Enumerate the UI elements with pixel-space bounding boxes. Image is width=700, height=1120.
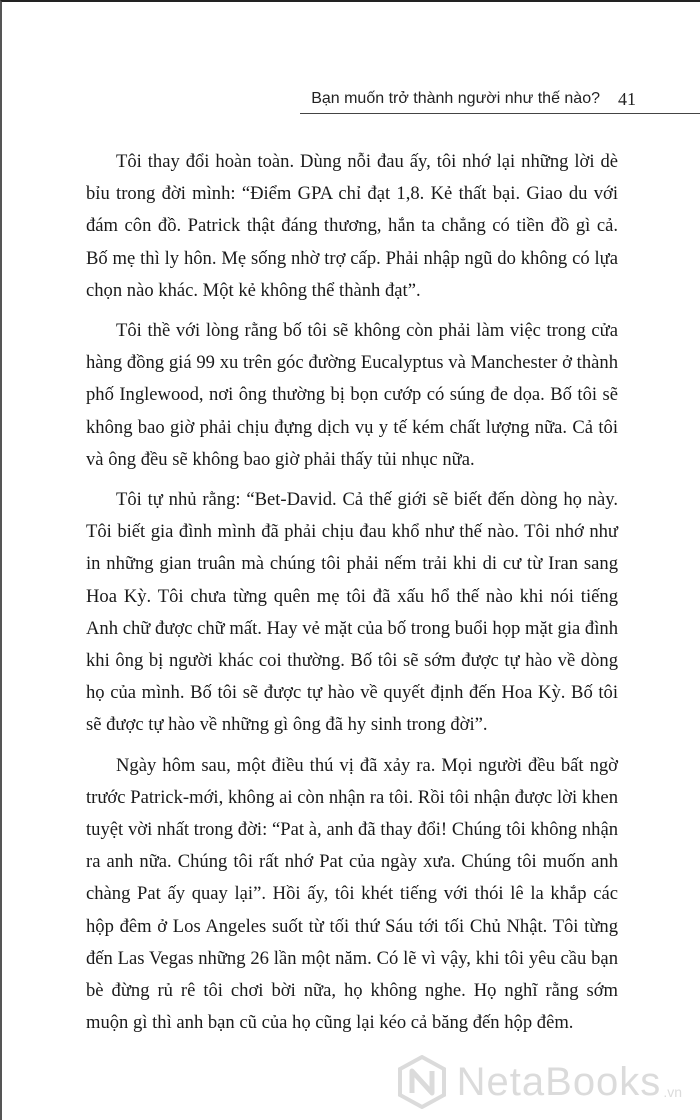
body-text: [86, 146, 618, 1047]
paragraph: Tôi thề với lòng rằng bố tôi sẽ không còn phải làm việc trong cửa hàng đồng giá 99 xu trên góc đường Eucalyptus và Manchester ở thành phố Inglewood, nơi ông thường bị bọn cướp có súng đe dọa. Bố tôi sẽ không bao giờ phải chịu đựng dịch vụ y tế kém chất lượng nữa. Cả tôi và ông đều sẽ không bao giờ phải thấy tủi nhục nữa.: [86, 320, 618, 470]
paragraph: Tôi thay đổi hoàn toàn. Dùng nỗi đau ấy, tôi nhớ lại những lời dè bỉu trong đời mình: “Điểm GPA chỉ đạt 1,8. Kẻ thất bại. Giao du với đám côn đồ. Patrick thật đáng thương, hắn ta chẳng có tiền đồ gì cả. Bố mẹ thì ly hôn. Mẹ sống nhờ trợ cấp. Phải nhập ngũ do không có lựa chọn nào khác. Một kẻ không thể thành đạt”.: [86, 151, 618, 301]
watermark: [397, 1052, 682, 1112]
netabooks-n-logo-icon: [397, 1055, 447, 1109]
paragraph: Ngày hôm sau, một điều thú vị đã xảy ra. Mọi người đều bất ngờ trước Patrick-mới, không ai còn nhận ra tôi. Rồi tôi nhận được lời khen tuyệt vời nhất trong đời: “Pat à, anh đã thay đổi! Chúng tôi không nhận ra anh nữa. Chúng tôi rất nhớ Pat của ngày xưa. Chúng tôi muốn anh chàng Pat ấy quay lại”. Hồi ấy, tôi khét tiếng với thói lê la khắp các hộp đêm ở Los Angeles suốt từ tối thứ Sáu tới tối Chủ Nhật. Tôi từng đến Las Vegas những 26 lần một năm. Có lẽ vì vậy, khi tôi yêu cầu bạn bè đừng rủ rê tôi chơi bời nữa, họ không nghe. Họ nghĩ rằng sớm muộn gì thì anh bạn cũ của họ cũng lại kéo cả băng đến hộp đêm.: [86, 754, 618, 1034]
watermark-suffix: .vn: [663, 1084, 682, 1100]
header-rule: [300, 113, 700, 114]
paragraph: Tôi tự nhủ rằng: “Bet-David. Cả thế giới sẽ biết đến dòng họ này. Tôi biết gia đình mình đã phải chịu đau khổ như thế nào. Tôi nhớ như in những gian truân mà chúng tôi phải nếm trải khi di cư từ Iran sang Hoa Kỳ. Tôi chưa từng quên mẹ tôi đã xấu hổ thế nào khi nói tiếng Anh chữ được chữ mất. Hay vẻ mặt của bố trong buổi họp mặt gia đình khi ông bị người khác coi thường. Bố tôi sẽ sớm được tự hào về dòng họ của mình. Bố tôi sẽ được tự hào về quyết định đến Hoa Kỳ. Bố tôi sẽ được tự hào về những gì ông đã hy sinh trong đời”.: [86, 489, 618, 736]
page-header: [0, 86, 700, 116]
running-title: Bạn muốn trở thành người như thế nào?: [311, 90, 600, 107]
page-number: 41: [618, 89, 636, 109]
watermark-text: NetaBooks: [456, 1059, 662, 1104]
